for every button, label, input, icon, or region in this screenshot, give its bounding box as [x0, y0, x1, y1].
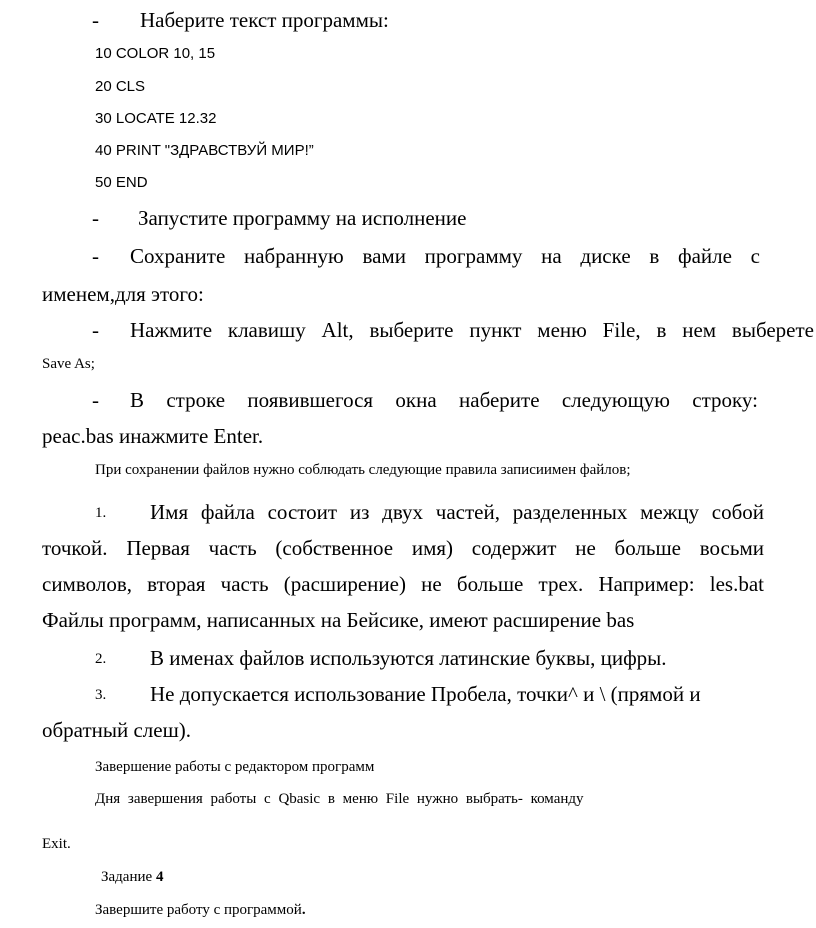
step-save-text-cont: именем,для этого:: [42, 282, 204, 306]
task-text-body: Завершите работу с программой: [95, 902, 302, 918]
list-number: 3.: [95, 687, 107, 703]
step-save-text: Сохраните набранную вами программу на диске в файле с: [130, 244, 760, 268]
rule-3-text: обратный слеш).: [42, 718, 192, 742]
dash-bullet: -: [92, 318, 99, 342]
dash-bullet: -: [92, 8, 99, 32]
dash-bullet: -: [92, 388, 99, 412]
code-line: 10 COLOR 10, 15: [95, 45, 216, 62]
dash-bullet: -: [92, 244, 99, 268]
step-run-text: Запустите программу на исполнение: [138, 206, 467, 230]
task-label: Задание: [101, 869, 153, 885]
code-line: 30 LOCATE 12.32: [95, 110, 217, 127]
list-number: 2.: [95, 651, 107, 667]
rule-1-text: Имя файла состоит из двух частей, разделенных межцу собой: [150, 500, 764, 524]
task-text: [95, 902, 306, 919]
rule-1-text: точкой. Первая часть (собственное имя) содержит не больше восьми: [42, 536, 764, 560]
rules-intro: При сохранении файлов нужно соблюдать следующие правила записиимен файлов;: [95, 462, 631, 478]
exit-heading: Завершение работы с редактором программ: [95, 759, 375, 775]
step-alt-text-cont: Save As;: [42, 356, 95, 372]
step-alt-text: Нажмите клавишу Alt, выберите пункт меню File, в нем выберете: [130, 318, 814, 342]
rule-1-text: Файлы программ, написанных на Бейсике, имеют расширение bas: [42, 608, 635, 632]
code-line: 50 END: [95, 174, 148, 191]
task-heading: [101, 869, 163, 886]
rule-2-text: В именах файлов используются латинские буквы, цифры.: [150, 646, 667, 670]
task-number: 4: [155, 869, 164, 885]
step-type-text: Наберите текст программы:: [140, 8, 389, 32]
task-period: .: [301, 902, 306, 918]
code-line: 20 CLS: [95, 78, 146, 95]
rule-3-text: Не допускается использование Пробела, точки^ и \ (прямой и: [150, 682, 701, 706]
code-line: 40 PRINT "ЗДРАВСТВУЙ МИР!”: [95, 142, 314, 159]
step-enter-text-cont: peac.bas инажмите Enter.: [42, 424, 264, 448]
step-enter-text: В строке появившегося окна наберите следующую строку:: [130, 388, 758, 412]
exit-text: Дня завершения работы с Qbasic в меню File нужно выбрать- команду: [95, 791, 584, 807]
list-number: 1.: [95, 505, 107, 521]
exit-word: Exit.: [42, 836, 71, 852]
dash-bullet: -: [92, 206, 99, 230]
rule-1-text: символов, вторая часть (расширение) не больше трех. Например: les.bat: [42, 572, 764, 596]
